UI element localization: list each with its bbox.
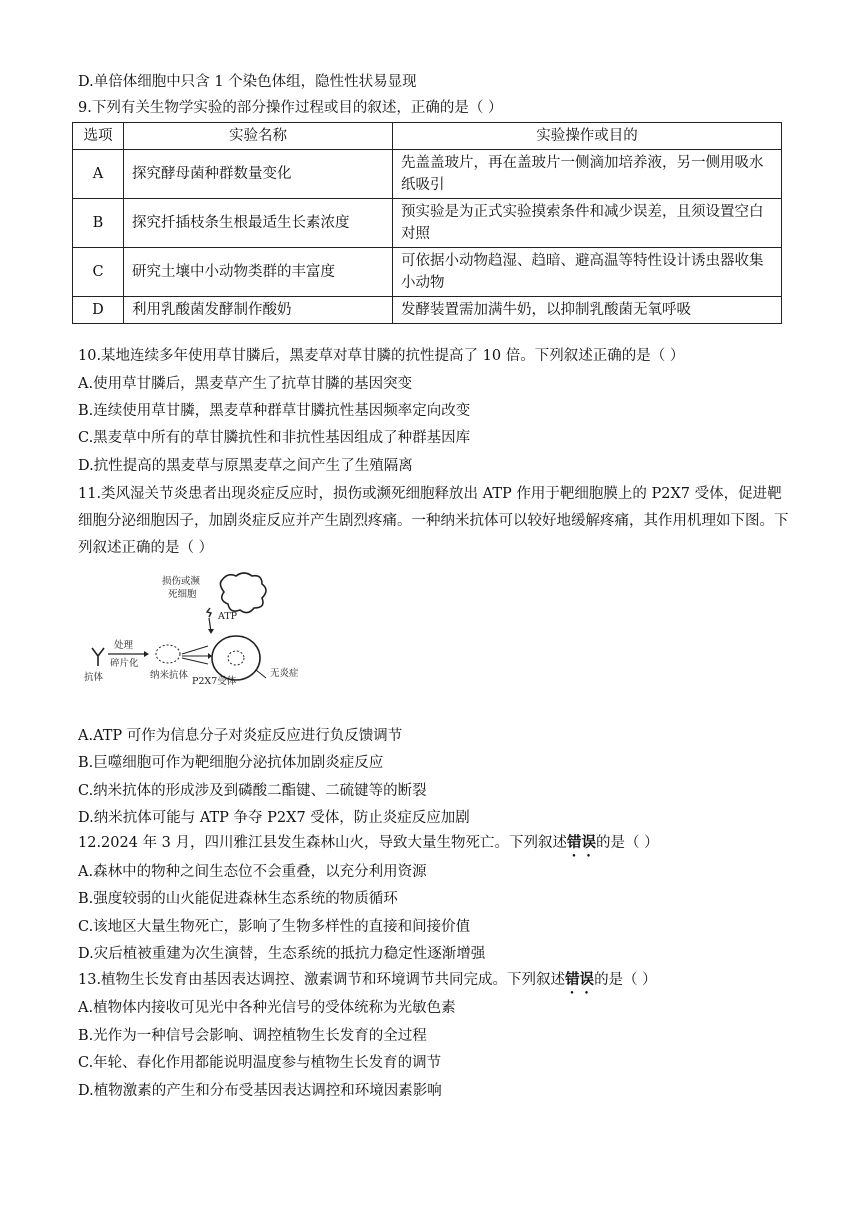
row-option: D <box>73 297 124 324</box>
q9-stem: 9.下列有关生物学实验的部分操作过程或目的叙述，正确的是（ ） <box>78 100 503 116</box>
table-row <box>73 199 782 248</box>
q12-option-a: A.森林中的物种之间生态位不会重叠，以充分利用资源 <box>78 864 427 880</box>
q11-option-a: A.ATP 可作为信息分子对炎症反应进行负反馈调节 <box>78 728 403 744</box>
q10-option-a: A.使用草甘膦后，黑麦草产生了抗草甘膦的基因突变 <box>78 376 413 392</box>
row-name: 利用乳酸菌发酵制作酸奶 <box>124 297 393 324</box>
process-arrowhead <box>144 651 149 657</box>
nano-arrow-1 <box>182 646 208 654</box>
table-header-row <box>73 123 782 150</box>
table-row <box>73 248 782 297</box>
q10-option-d: D.抗性提高的黑麦草与原黑麦草之间产生了生殖隔离 <box>78 458 413 474</box>
q13-option-c: C.年轮、春化作用都能说明温度参与植物生长发育的调节 <box>78 1055 442 1071</box>
header-option: 选项 <box>73 123 124 150</box>
q12-stem <box>78 833 659 860</box>
damaged-cell-shape <box>220 573 266 613</box>
fragment-label: 碎片化 <box>110 658 139 669</box>
q12-stem-emphasis: 错误 <box>567 834 597 851</box>
q13-option-a: A.植物体内接收可见光中各种光信号的受体统称为光敏色素 <box>78 1000 456 1016</box>
nano-antibody-label: 纳米抗体 <box>150 670 189 681</box>
row-option: C <box>73 248 124 297</box>
no-inflammation-arrow <box>256 670 266 678</box>
table-row <box>73 150 782 199</box>
atp-release-icon <box>207 608 211 617</box>
q11-option-b: B.巨噬细胞可作为靶细胞分泌抗体加剧炎症反应 <box>78 755 384 771</box>
table-row <box>73 297 782 324</box>
row-option: B <box>73 199 124 248</box>
q11-stem: 11.类风湿关节炎患者出现炎症反应时，损伤或濒死细胞释放出 ATP 作用于靶细胞膜上的 P2X7 受体，促进靶细胞分泌细胞因子，加剧炎症反应并产生剧烈疼痛。一种纳米抗体可以较好地缓解疼痛，其作用机理如下图。下列叙述正确的是（ ） <box>78 486 789 556</box>
row-name: 探究扦插枝条生根最适生长素浓度 <box>124 199 393 248</box>
antibody-icon <box>92 648 104 666</box>
q13-stem-emphasis: 错误 <box>565 971 595 988</box>
q12-stem-pre: 12.2024 年 3 月，四川雅江县发生森林山火，导致大量生物死亡。下列叙述 <box>78 835 568 851</box>
header-name: 实验名称 <box>124 123 393 150</box>
q12-option-c: C.该地区大量生物死亡，影响了生物多样性的直接和间接价值 <box>78 919 471 935</box>
antibody-label: 抗体 <box>84 672 104 683</box>
q13-stem-post: 的是（ ） <box>594 972 657 988</box>
q9-table <box>72 122 782 324</box>
dead-cell-label-2: 死细胞 <box>168 589 197 600</box>
q13-option-d: D.植物激素的产生和分布受基因表达调控和环境因素影响 <box>78 1083 442 1099</box>
atp-label: ATP <box>218 611 238 622</box>
row-name: 探究酵母菌种群数量变化 <box>124 150 393 199</box>
dead-cell-label-1: 损伤或濒 <box>162 576 201 587</box>
row-operation: 发酵装置需加满牛奶，以抑制乳酸菌无氧呼吸 <box>393 297 782 324</box>
target-cell-nucleus <box>228 651 244 665</box>
row-operation: 预实验是为正式实验摸索条件和减少误差，且须设置空白对照 <box>393 199 782 248</box>
q8-option-d: D.单倍体细胞中只含 1 个染色体组，隐性性状易显现 <box>78 74 417 90</box>
nano-antibody-icon <box>156 645 180 663</box>
receptor-label: P2X7受体 <box>192 676 237 686</box>
q12-stem-post: 的是（ ） <box>596 835 659 851</box>
q12-option-d: D.灾后植被重建为次生演替，生态系统的抵抗力稳定性逐渐增强 <box>78 946 486 962</box>
q11-option-c: C.纳米抗体的形成涉及到磷酸二酯键、二硫键等的断裂 <box>78 783 427 799</box>
row-option: A <box>73 150 124 199</box>
antibody-mechanism-figure <box>80 566 320 686</box>
no-inflammation-label: 无炎症 <box>270 668 299 679</box>
row-name: 研究土壤中小动物类群的丰富度 <box>124 248 393 297</box>
q13-stem-pre: 13.植物生长发育由基因表达调控、激素调节和环境调节共同完成。下列叙述 <box>78 972 566 988</box>
q13-option-b: B.光作为一种信号会影响、调控植物生长发育的全过程 <box>78 1028 427 1044</box>
q10-option-c: C.黑麦草中所有的草甘膦抗性和非抗性基因组成了种群基因库 <box>78 430 471 446</box>
q10-stem: 10.某地连续多年使用草甘膦后，黑麦草对草甘膦的抗性提高了 10 倍。下列叙述正确的是（ ） <box>78 348 685 364</box>
header-operation: 实验操作或目的 <box>393 123 782 150</box>
q11-option-d: D.纳米抗体可能与 ATP 争夺 P2X7 受体，防止炎症反应加剧 <box>78 810 470 826</box>
q10-option-b: B.连续使用草甘膦，黑麦草种群草甘膦抗性基因频率定向改变 <box>78 403 471 419</box>
q13-stem <box>78 970 657 997</box>
atp-arrowhead <box>208 629 214 634</box>
target-cell <box>212 636 260 680</box>
process-label: 处理 <box>114 640 134 651</box>
row-operation: 可依据小动物趋湿、趋暗、避高温等特性设计诱虫器收集小动物 <box>393 248 782 297</box>
nano-arrow-2 <box>182 658 208 664</box>
q12-option-b: B.强度较弱的山火能促进森林生态系统的物质循环 <box>78 891 398 907</box>
row-operation: 先盖盖玻片，再在盖玻片一侧滴加培养液，另一侧用吸水纸吸引 <box>393 150 782 199</box>
